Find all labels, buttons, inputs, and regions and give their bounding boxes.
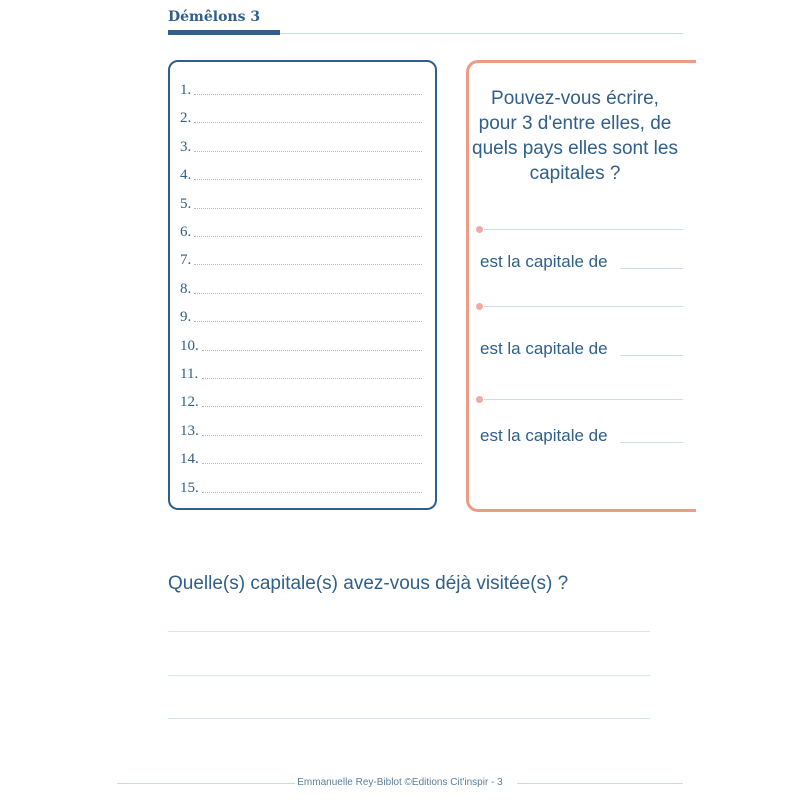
- capital-answer-label: est la capitale de: [480, 339, 608, 358]
- list-item-number: 15.: [180, 479, 199, 496]
- list-write-line[interactable]: [202, 435, 422, 436]
- visited-question: Quelle(s) capitale(s) avez-vous déjà visitée(s) ?: [168, 573, 569, 594]
- bullet-icon: [476, 226, 483, 233]
- list-write-line[interactable]: [194, 122, 422, 123]
- capital-answer-label: est la capitale de: [480, 426, 608, 445]
- list-item: [180, 106, 422, 126]
- list-write-line[interactable]: [194, 94, 422, 95]
- question-text: Pouvez-vous écrire, pour 3 d'entre elles, de quels pays elles sont les capitales ?: [472, 88, 678, 184]
- list-write-line[interactable]: [194, 264, 422, 265]
- list-write-line[interactable]: [202, 492, 422, 493]
- capital-answer-label: est la capitale de: [480, 252, 608, 271]
- list-write-line[interactable]: [202, 463, 422, 464]
- list-item-number: 11.: [180, 366, 199, 382]
- list-item-number: 12.: [180, 394, 199, 411]
- list-item: [180, 362, 422, 382]
- list-item-number: 8.: [180, 280, 192, 297]
- list-write-line[interactable]: [202, 378, 422, 379]
- list-write-line[interactable]: [202, 350, 422, 351]
- list-write-line[interactable]: [194, 293, 422, 294]
- list-item: [180, 390, 422, 410]
- capital-write-line[interactable]: [484, 229, 683, 230]
- visited-write-line[interactable]: [168, 718, 650, 719]
- list-item-number: 7.: [180, 252, 192, 269]
- list-item: [180, 305, 422, 325]
- numbered-list-box: [168, 60, 437, 510]
- list-item: [180, 334, 422, 354]
- list-item-number: 1.: [180, 82, 192, 98]
- list-item-number: 5.: [180, 195, 192, 212]
- list-item: [180, 447, 422, 467]
- list-item: [180, 419, 422, 439]
- title-underline-rule: [280, 33, 683, 34]
- country-write-line[interactable]: [620, 268, 683, 269]
- list-item-number: 14.: [180, 451, 199, 468]
- list-item: [180, 220, 422, 240]
- list-item: [180, 476, 422, 496]
- list-item-number: 6.: [180, 224, 192, 240]
- list-item-number: 3.: [180, 138, 192, 155]
- list-item: [180, 277, 422, 297]
- list-item-number: 9.: [180, 309, 192, 326]
- footer-credit: Emmanuelle Rey-Biblot ©Editions Cit'inspir - 3: [297, 777, 503, 788]
- list-item: [180, 163, 422, 183]
- list-write-line[interactable]: [194, 236, 422, 237]
- list-write-line[interactable]: [194, 208, 422, 209]
- visited-write-line[interactable]: [168, 675, 650, 676]
- visited-write-line[interactable]: [168, 631, 650, 632]
- list-item: [180, 248, 422, 268]
- list-item: [180, 78, 422, 98]
- title-underline-accent: [168, 30, 280, 35]
- list-write-line[interactable]: [202, 406, 422, 407]
- country-write-line[interactable]: [620, 442, 683, 443]
- bullet-icon: [476, 303, 483, 310]
- list-write-line[interactable]: [194, 179, 422, 180]
- capital-write-line[interactable]: [484, 306, 683, 307]
- page-title: Démêlons 3: [168, 9, 261, 25]
- capital-write-line[interactable]: [484, 399, 683, 400]
- country-write-line[interactable]: [620, 355, 683, 356]
- bullet-icon: [476, 396, 483, 403]
- list-write-line[interactable]: [194, 321, 422, 322]
- list-item-number: 10.: [180, 337, 199, 354]
- list-item: [180, 135, 422, 155]
- list-item: [180, 192, 422, 212]
- list-item-number: 2.: [180, 110, 192, 127]
- list-item-number: 13.: [180, 422, 199, 439]
- list-write-line[interactable]: [194, 151, 422, 152]
- list-item-number: 4.: [180, 167, 192, 184]
